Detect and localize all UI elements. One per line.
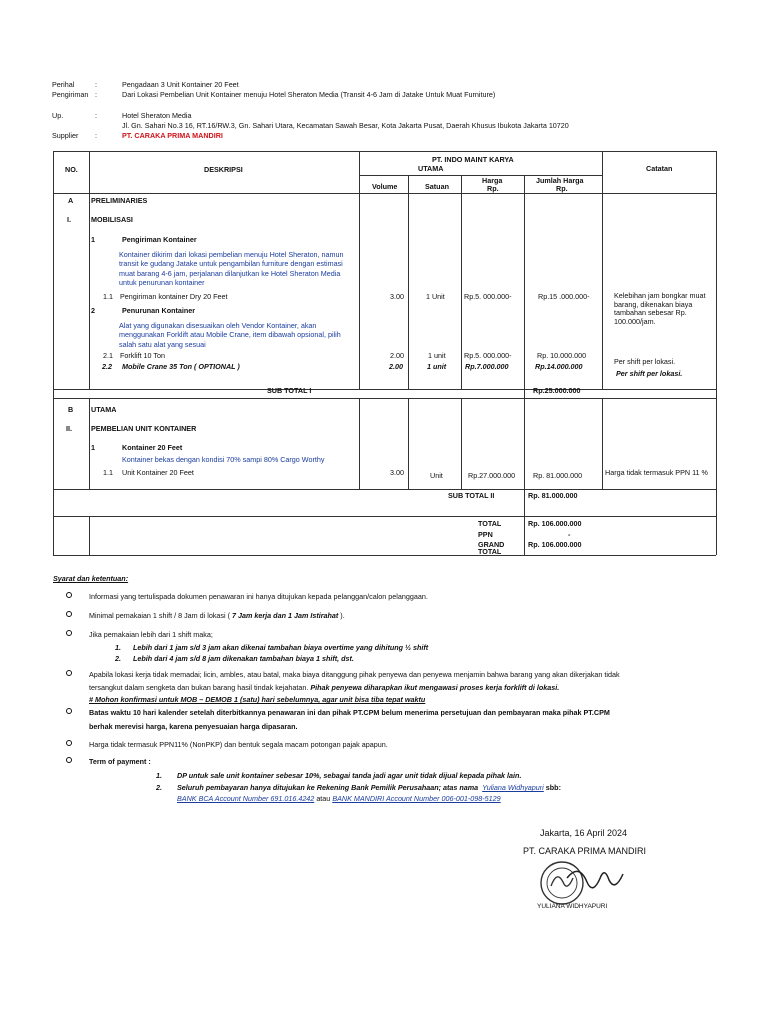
bullet-icon <box>66 757 72 763</box>
bullet-icon <box>66 630 72 636</box>
bullet-icon <box>66 611 72 617</box>
row-volume: 2.00 <box>389 362 403 371</box>
colon: : <box>95 131 97 140</box>
payment-2-a: Seluruh pembayaran hanya ditujukan ke Rekening Bank Pemilik Perusahaan; atas nama <box>177 783 479 792</box>
colon: : <box>95 90 97 99</box>
term-2-b: 7 Jam kerja dan 1 Jam Istirahat <box>232 611 339 620</box>
row-volume: 2.00 <box>390 351 404 360</box>
section-a-code: A <box>68 196 74 205</box>
grand-label: GRAND <box>478 540 505 549</box>
term-3-2-no: 2. <box>115 654 121 663</box>
term-6: Harga tidak termasuk PPN11% (NonPKP) dan bentuk segala macam potongan pajak apapun. <box>89 740 388 749</box>
payment-2-b: Yuliana Widhyapuri <box>482 783 544 792</box>
payment-1-no: 1. <box>156 771 162 780</box>
subtotal-2-value: Rp. 81.000.000 <box>528 491 578 500</box>
row-no: 1.1 <box>103 468 113 477</box>
bullet-icon <box>66 670 72 676</box>
section-b-code: B <box>68 405 74 414</box>
row-no: 1.1 <box>103 292 113 301</box>
bullet-icon <box>66 708 72 714</box>
term-1: Informasi yang tertulispada dokumen penawaran ini hanya ditujukan kepada pelanggan/calon pelanggaan. <box>89 592 428 601</box>
up-address: Jl. Gn. Sahari No.3 16, RT.16/RW.3, Gn. Sahari Utara, Kecamatan Sawah Besar, Kota Jakarta Pusat, Daerah Khusus Ibukota Jakarta 10720 <box>122 121 569 130</box>
row-jumlah: Rp. 10.000.000 <box>537 351 587 360</box>
col-satuan: Satuan <box>425 182 449 191</box>
row-note: Harga tidak termasuk PPN 11 % <box>605 468 708 477</box>
section-a-sub: MOBILISASI <box>91 215 133 224</box>
bullet-icon <box>66 740 72 746</box>
colon: : <box>95 80 97 89</box>
supplier-value: PT. CARAKA PRIMA MANDIRI <box>122 131 223 140</box>
pengiriman-value: Dari Lokasi Pembelian Unit Kontainer menuju Hotel Sheraton Media (Transit 4-6 Jam di Jatake Untuk Muat Furniture) <box>122 90 496 99</box>
row-desc: Unit Kontainer 20 Feet <box>122 468 194 477</box>
perihal-label: Perihal <box>52 80 75 89</box>
colon: : <box>95 111 97 120</box>
payment-2-c: sbb: <box>545 783 561 792</box>
term-3-2: Lebih dari 4 jam s/d 8 jam dikenakan tambahan biaya 1 shift, dst. <box>133 654 354 663</box>
row-no: 2.1 <box>103 351 113 360</box>
item-desc: Alat yang digunakan disesuaikan oleh Vendor Kontainer, akan menggunakan Forklift atau Mobile Crane, item dibawah opsional, pilih salah satu alat yang sesuai <box>119 321 341 349</box>
term-4-d: # Mohon konfirmasi untuk MOB – DEMOB 1 (satu) hari sebelumnya, agar unit bisa tiba tepat waktu <box>89 695 426 704</box>
row-satuan: 1 unit <box>427 362 447 371</box>
signature-company: PT. CARAKA PRIMA MANDIRI <box>523 846 647 856</box>
subtotal-2-label: SUB TOTAL II <box>448 491 495 500</box>
row-note: Per shift per lokasi. <box>614 357 676 366</box>
row-note: Per shift per lokasi. <box>616 369 683 378</box>
item-no: 2 <box>91 306 95 315</box>
pengiriman-label: Pengiriman <box>52 90 89 99</box>
ppn-value: - <box>568 530 571 539</box>
col-company2: UTAMA <box>418 164 444 173</box>
term-7: Term of payment : <box>89 757 151 766</box>
item-title: Kontainer 20 Feet <box>122 443 183 452</box>
total-label: TOTAL <box>478 519 502 528</box>
item-no: 1 <box>91 443 95 452</box>
subtotal-1-label: SUB TOTAL I <box>267 386 312 395</box>
row-jumlah: Rp. 81.000.000 <box>533 471 583 480</box>
col-harga: Harga <box>482 176 503 185</box>
term-2 <box>89 611 345 620</box>
bank-info <box>177 794 501 803</box>
section-a-roman: I. <box>67 215 71 224</box>
bank-mandiri: BANK MANDIRI Account Number 006-001-098-5129 <box>332 794 501 803</box>
total-value: Rp. 106.000.000 <box>528 519 582 528</box>
row-satuan: 1 unit <box>428 351 446 360</box>
grand-label2: TOTAL <box>478 547 502 556</box>
term-5-b: berhak merevisi harga, karena penyesuaian harga dipasaran. <box>89 722 298 731</box>
row-no: 2.2 <box>102 362 112 371</box>
row-harga: Rp.27.000.000 <box>468 471 516 480</box>
section-b-sub: PEMBELIAN UNIT KONTAINER <box>91 424 197 433</box>
row-desc: Mobile Crane 35 Ton ( OPTIONAL ) <box>122 362 240 371</box>
row-satuan: 1 Unit <box>426 292 445 301</box>
up-name: Hotel Sheraton Media <box>122 111 192 120</box>
term-2-a: Minimal pemakaian 1 shift / 8 Jam di lokasi ( <box>89 611 231 620</box>
term-4-b-text: tersangkut dalam sengketa dan bukan barang hasil tindak kejahatan. <box>89 683 309 692</box>
row-satuan: Unit <box>430 471 443 480</box>
payment-2-no: 2. <box>156 783 162 792</box>
term-3-1: Lebih dari 1 jam s/d 3 jam akan dikenai tambahan biaya overtime yang dihitung ½ shift <box>133 643 429 652</box>
ppn-label: PPN <box>478 530 493 539</box>
item-desc: Kontainer bekas dengan kondisi 70% sampi 80% Cargo Worthy <box>122 455 325 464</box>
col-jumlah: Jumlah Harga <box>536 176 584 185</box>
col-deskripsi: DESKRIPSI <box>204 165 243 174</box>
bank-bca: BANK BCA Account Number 691.016.4242 <box>177 794 315 803</box>
col-no: NO. <box>65 165 78 174</box>
section-b-title: UTAMA <box>91 405 117 414</box>
term-3: Jika pemakaian lebih dari 1 shift maka; <box>89 630 213 639</box>
perihal-value: Pengadaan 3 Unit Kontainer 20 Feet <box>122 80 239 89</box>
row-desc: Pengiriman kontainer Dry 20 Feet <box>120 292 228 301</box>
row-jumlah: Rp.14.000.000 <box>535 362 583 371</box>
grand-value: Rp. 106.000.000 <box>528 540 582 549</box>
item-no: 1 <box>91 235 95 244</box>
col-jumlah-rp: Rp. <box>556 184 568 193</box>
term-4-b <box>89 683 559 692</box>
row-desc: Forklift 10 Ton <box>120 351 166 360</box>
bullet-icon <box>66 592 72 598</box>
item-title: Pengiriman Kontainer <box>122 235 197 244</box>
subtotal-1-value: Rp.25.000.000 <box>533 386 581 395</box>
term-2-c: ). <box>340 611 345 620</box>
section-a-title: PRELIMINARIES <box>91 196 148 205</box>
term-5-a: Batas waktu 10 hari kalender setelah diterbitkannya penawaran ini dan pihak PT.CPM belum menerima persetujuan dan pembayaran maka pihak PT.CPM <box>89 708 610 717</box>
term-4-a: Apabila lokasi kerja tidak memadai; licin, ambles, atau batal, maka biaya ditanggung pihak penyewa dan penyewa menjamin bahwa barang yang akan dikerjakan tidak <box>89 670 620 679</box>
col-harga-rp: Rp. <box>487 184 499 193</box>
row-note: Kelebihan jam bongkar muat barang, dikenakan biaya tambahan sebesar Rp. 100.000/jam. <box>614 291 706 326</box>
col-catatan: Catatan <box>646 164 673 173</box>
terms-heading: Syarat dan ketentuan: <box>53 574 129 583</box>
row-jumlah: Rp.15 .000.000- <box>538 292 590 301</box>
place-date: Jakarta, 16 April 2024 <box>540 828 628 838</box>
term-3-1-no: 1. <box>115 643 121 652</box>
supplier-label: Supplier <box>52 131 79 140</box>
payment-1: DP untuk sale unit kontainer sebesar 10%, sebagai tanda jadi agar unit tidak dijual kepada pihak lain. <box>177 771 522 780</box>
row-volume: 3.00 <box>390 468 404 477</box>
item-title: Penurunan Kontainer <box>122 306 196 315</box>
section-b-roman: II. <box>66 424 72 433</box>
row-harga: Rp.7.000.000 <box>465 362 509 371</box>
row-harga: Rp.5. 000.000- <box>464 351 512 360</box>
bank-atau: atau <box>316 794 331 803</box>
row-harga: Rp.5. 000.000- <box>464 292 512 301</box>
row-volume: 3.00 <box>390 292 404 301</box>
col-company: PT. INDO MAINT KARYA <box>432 155 514 164</box>
term-4-c: Pihak penyewa diharapkan ikut mengawasi proses kerja forklift di lokasi. <box>310 683 560 692</box>
up-label: Up. <box>52 111 64 120</box>
signatory-name: YULIANA WIDHYAPURI <box>537 903 608 910</box>
payment-2 <box>177 783 561 792</box>
company-stamp <box>537 858 647 908</box>
item-desc: Kontainer dikirim dari lokasi pembelian menuju Hotel Sheraton, namun transit ke gudang Jatake untuk pengambilan furniture dengan estimasi muat barang 4-6 jam, perjalanan dilanjutkan ke Hotel Sheraton Media untuk penurunan kontainer <box>119 250 344 287</box>
col-volume: Volume <box>372 182 398 191</box>
